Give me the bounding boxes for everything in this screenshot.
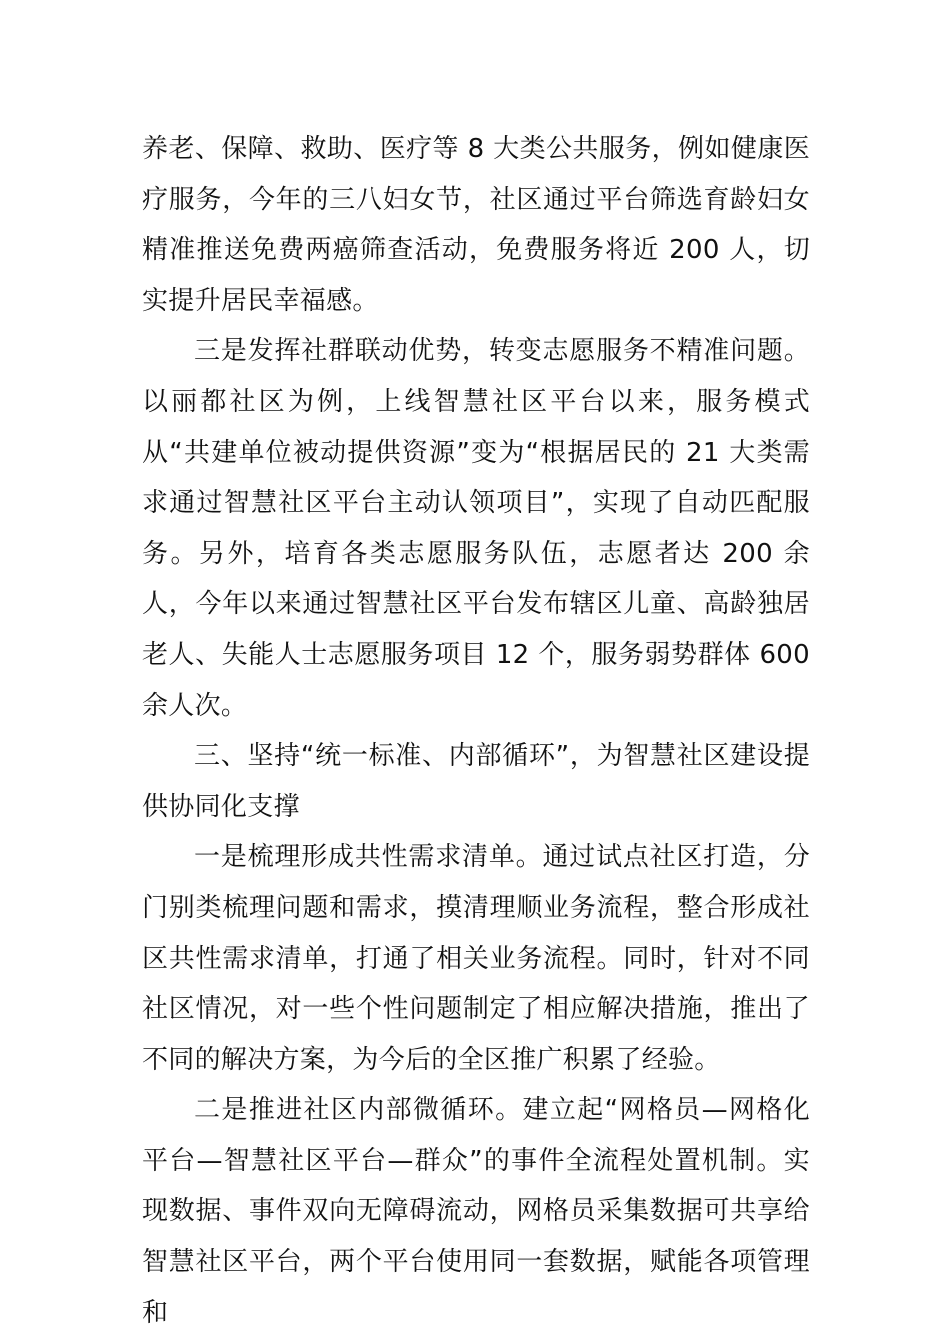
- paragraph-volunteer-services: 三是发挥社群联动优势，转变志愿服务不精准问题。以丽都社区为例，上线智慧社区平台以来，服务模式从“共建单位被动提供资源”变为“根据居民的 21 大类需求通过智慧社区平台主动认领项目”，实现了自动匹配服务。另外，培育各类志愿服务队伍，志愿者达 200 余人，今年以来通过智慧社区平台发布辖区儿童、高龄独居老人、失能人士志愿服务项目 12 个，服务弱势群体 600 余人次。: [142, 336, 810, 721]
- document-body: [142, 124, 810, 1338]
- section-heading-unified-standards: 三、坚持“统一标准、内部循环”，为智慧社区建设提供协同化支撑: [142, 741, 810, 822]
- paragraph-common-needs-list: 一是梳理形成共性需求清单。通过试点社区打造，分门别类梳理问题和需求，摸清理顺业务流程，整合形成社区共性需求清单，打通了相关业务流程。同时，针对不同社区情况，对一些个性问题制定了相应解决措施，推出了不同的解决方案，为今后的全区推广积累了经验。: [142, 842, 810, 1075]
- paragraph-public-services: 养老、保障、救助、医疗等 8 大类公共服务，例如健康医疗服务，今年的三八妇女节，社区通过平台筛选育龄妇女精准推送免费两癌筛查活动，免费服务将近 200 人，切实提升居民幸福感。: [142, 134, 810, 316]
- paragraph-internal-micro-cycle: 二是推进社区内部微循环。建立起“网格员—网格化平台—智慧社区平台—群众”的事件全流程处置机制。实现数据、事件双向无障碍流动，网格员采集数据可共享给智慧社区平台，两个平台使用同一套数据，赋能各项管理和: [142, 1095, 810, 1328]
